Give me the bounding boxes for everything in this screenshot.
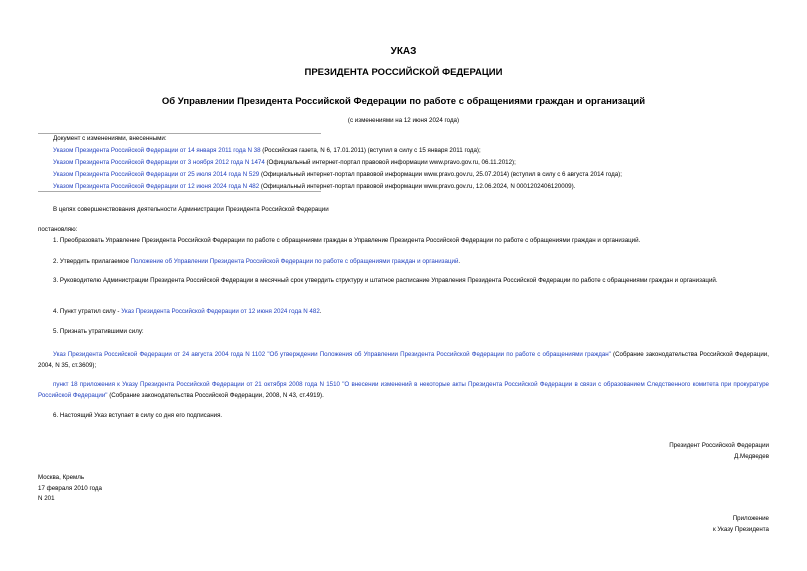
paragraph-5b: пункт 18 приложения к Указу Президента Российской Федерации от 21 октября 2008 года N 1510 "О внесении изменений в некоторые акты Президента Российской Федерации в связи с образованием Следственного комитета при прокуратуре Российской Федерации" (Собрание законодательства Российской Федерации, 2008, N 43, ст.4919). (38, 381, 769, 399)
paragraph-5a: Указ Президента Российской Федерации от 24 августа 2004 года N 1102 "Об утверждении Положения об Управлении Президента Российской Федерации по работе с обращениями граждан" (Собрание законодательства Российской Федерации, 2004, N 35, ст.3609); (38, 351, 769, 369)
paragraph-1: 1. Преобразовать Управление Президента Российской Федерации по работе с обращениями граждан в Управление Президента Российской Федерации по работе с обращениями граждан и организаций. (53, 237, 641, 244)
paragraph-3: 3. Руководителю Администрации Президента Российской Федерации в месячный срок утвердить структуру и штатное расписание Управления Президента Российской Федерации по работе с обращениями граждан и организаций. (53, 277, 718, 284)
signatory-name: Д.Медведев (734, 452, 769, 460)
history-item (53, 157, 793, 169)
repealed-decree-link[interactable]: Указ Президента Российской Федерации от 24 августа 2004 года N 1102 "Об утверждении Положения об Управлении Президента Российской Федерации по работе с обращениями граждан" (53, 351, 611, 358)
place-date-block (38, 473, 102, 505)
preamble: В целях совершенствования деятельности Администрации Президента Российской Федерации (53, 206, 329, 213)
amendment-note: (Российская газета, N 6, 17.01.2011) (вступил в силу с 15 января 2011 года); (260, 146, 481, 154)
history-item (53, 145, 793, 157)
decree-word: постановляю: (38, 226, 78, 233)
place: Москва, Кремль (38, 474, 85, 481)
revision-note: (с изменениями на 12 июня 2024 года) (347, 117, 460, 124)
decree-number: N 201 (38, 495, 55, 502)
amendment-history (53, 133, 793, 193)
repealed-clause-link[interactable]: пункт 18 приложения к Указу Президента Российской Федерации от 21 октября 2008 года N 1510 "О внесении изменений в некоторые акты Президента Российской Федерации в связи с образованием Следственного комитета при прокуратуре Российской Федерации" (38, 381, 769, 399)
paragraph-6: 6. Настоящий Указ вступает в силу со дня его подписания. (53, 412, 223, 419)
amendment-link[interactable]: Указом Президента Российской Федерации от 14 января 2011 года N 38 (53, 146, 261, 154)
amendment-note: (Официальный интернет-портал правовой информации www.pravo.gov.ru, 12.06.2024, N 0001202406120009). (259, 182, 576, 190)
amendment-link[interactable]: Указом Президента Российской Федерации от 25 июля 2014 года N 529 (53, 170, 260, 178)
paragraph-2: 2. Утвердить прилагаемое Положение об Управлении Президента Российской Федерации по работе с обращениями граждан и организаций. (53, 258, 461, 265)
amendment-note: (Официальный интернет-портал правовой информации www.pravo.gov.ru, 06.11.2012); (264, 158, 516, 166)
document-type: УКАЗ (390, 46, 417, 57)
history-intro: Документ с изменениями, внесенными: (53, 135, 167, 142)
date: 17 февраля 2010 года (38, 484, 102, 492)
amendment-link[interactable]: Указом Президента Российской Федерации от 3 ноября 2012 года N 1474 (53, 158, 265, 166)
amendment-link[interactable]: Указом Президента Российской Федерации от 12 июня 2024 года N 482 (53, 182, 260, 190)
signature-block (669, 441, 769, 462)
document-title: Об Управлении Президента Российской Федерации по работе с обращениями граждан и организаций (161, 96, 646, 107)
amendment-note: (Официальный интернет-портал правовой информации www.pravo.gov.ru, 25.07.2014) (вступил в силу с 6 августа 2014 года); (259, 170, 622, 178)
repeal-decree-link[interactable]: Указ Президента Российской Федерации от 12 июня 2024 года N 482 (121, 308, 320, 315)
document-issuer: ПРЕЗИДЕНТА РОССИЙСКОЙ ФЕДЕРАЦИИ (304, 67, 503, 78)
history-bottom-divider (38, 191, 321, 192)
regulation-link[interactable]: Положение об Управлении Президента Российской Федерации по работе с обращениями граждан и организаций (130, 258, 459, 265)
signatory-position: Президент Российской Федерации (669, 442, 769, 449)
paragraph-4: 4. Пункт утратил силу - Указ Президента Российской Федерации от 12 июня 2024 года N 482. (53, 308, 322, 315)
paragraph-5: 5. Признать утратившими силу: (53, 328, 144, 335)
appendix-reference: к Указу Президента (712, 525, 769, 533)
appendix-header (713, 514, 769, 535)
appendix-label: Приложение (732, 515, 769, 522)
history-item (53, 169, 793, 181)
